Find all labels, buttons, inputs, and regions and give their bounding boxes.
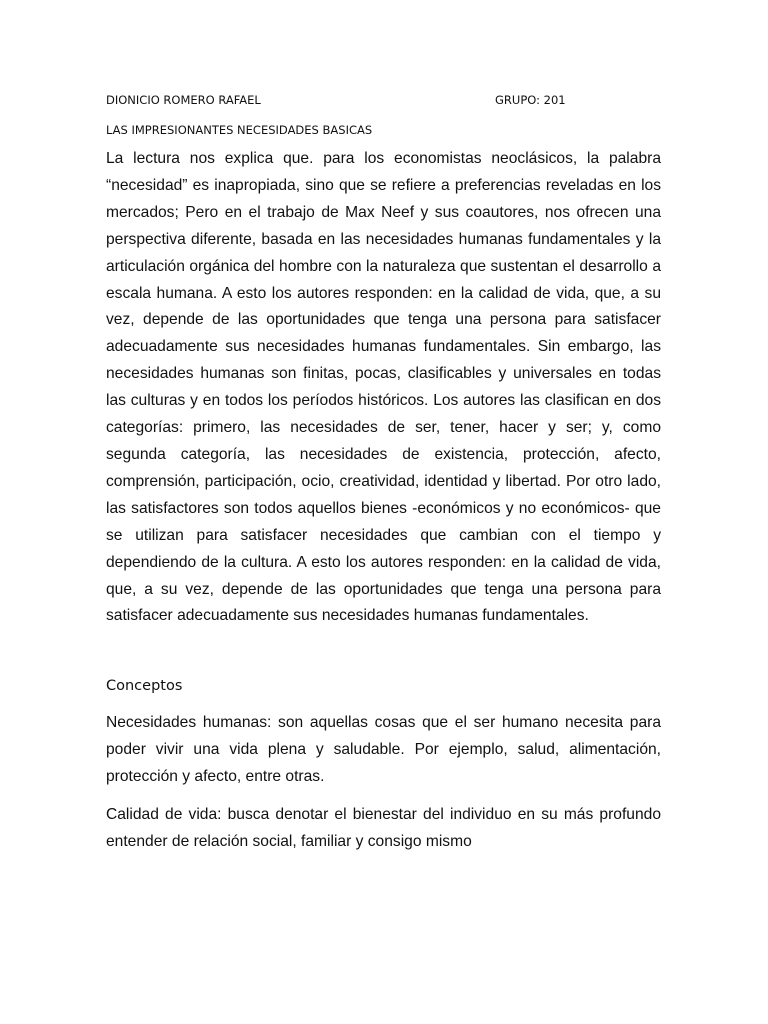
author-name: DIONICIO ROMERO RAFAEL [106, 93, 261, 107]
concept-paragraph-human-needs: Necesidades humanas: son aquellas cosas que el ser humano necesita para poder vivir una vida plena y saludable. Por ejemplo, salud, alimentación, protección y afecto, entre otras. [106, 714, 661, 785]
concepts-heading: Conceptos [106, 678, 183, 694]
intro-paragraph: La lectura nos explica que. para los economistas neoclásicos, la palabra “necesidad” es inapropiada, sino que se refiere a preferencias reveladas en los mercados; Pero en el trabajo de Max Neef y sus coautores, nos ofrecen una perspectiva diferente, basada en las necesidades humanas fundamentales y la articulación orgánica del hombre con la naturaleza que sustentan el desarrollo a escala humana. A esto los autores responden: en la calidad de vida, que, a su vez, depende de las oportunidades que tenga una persona para satisfacer adecuadamente sus necesidades humanas fundamentales. Sin embargo, las necesidades humanas son finitas, pocas, clasificables y universales en todas las culturas y en todos los períodos históricos. Los autores las clasifican en dos categorías: primero, las necesidades de ser, tener, hacer y ser; y, como segunda categoría, las necesidades de existencia, protección, afecto, comprensión, participación, ocio, creatividad, identidad y libertad. Por otro lado, las satisfactores son todos aquellos bienes -económicos y no económicos- que se utilizan para satisfacer necesidades que cambian con el tiempo y dependiendo de la cultura. A esto los autores responden: en la calidad de vida, que, a su vez, depende de las oportunidades que tenga una persona para satisfacer adecuadamente sus necesidades humanas fundamentales. [106, 150, 661, 625]
document-title: LAS IMPRESIONANTES NECESIDADES BASICAS [106, 123, 373, 137]
group-label: GRUPO: 201 [495, 93, 566, 107]
concept-paragraph-quality-of-life: Calidad de vida: busca denotar el bienestar del individuo en su más profundo entender de relación social, familiar y consigo mismo [106, 806, 661, 850]
